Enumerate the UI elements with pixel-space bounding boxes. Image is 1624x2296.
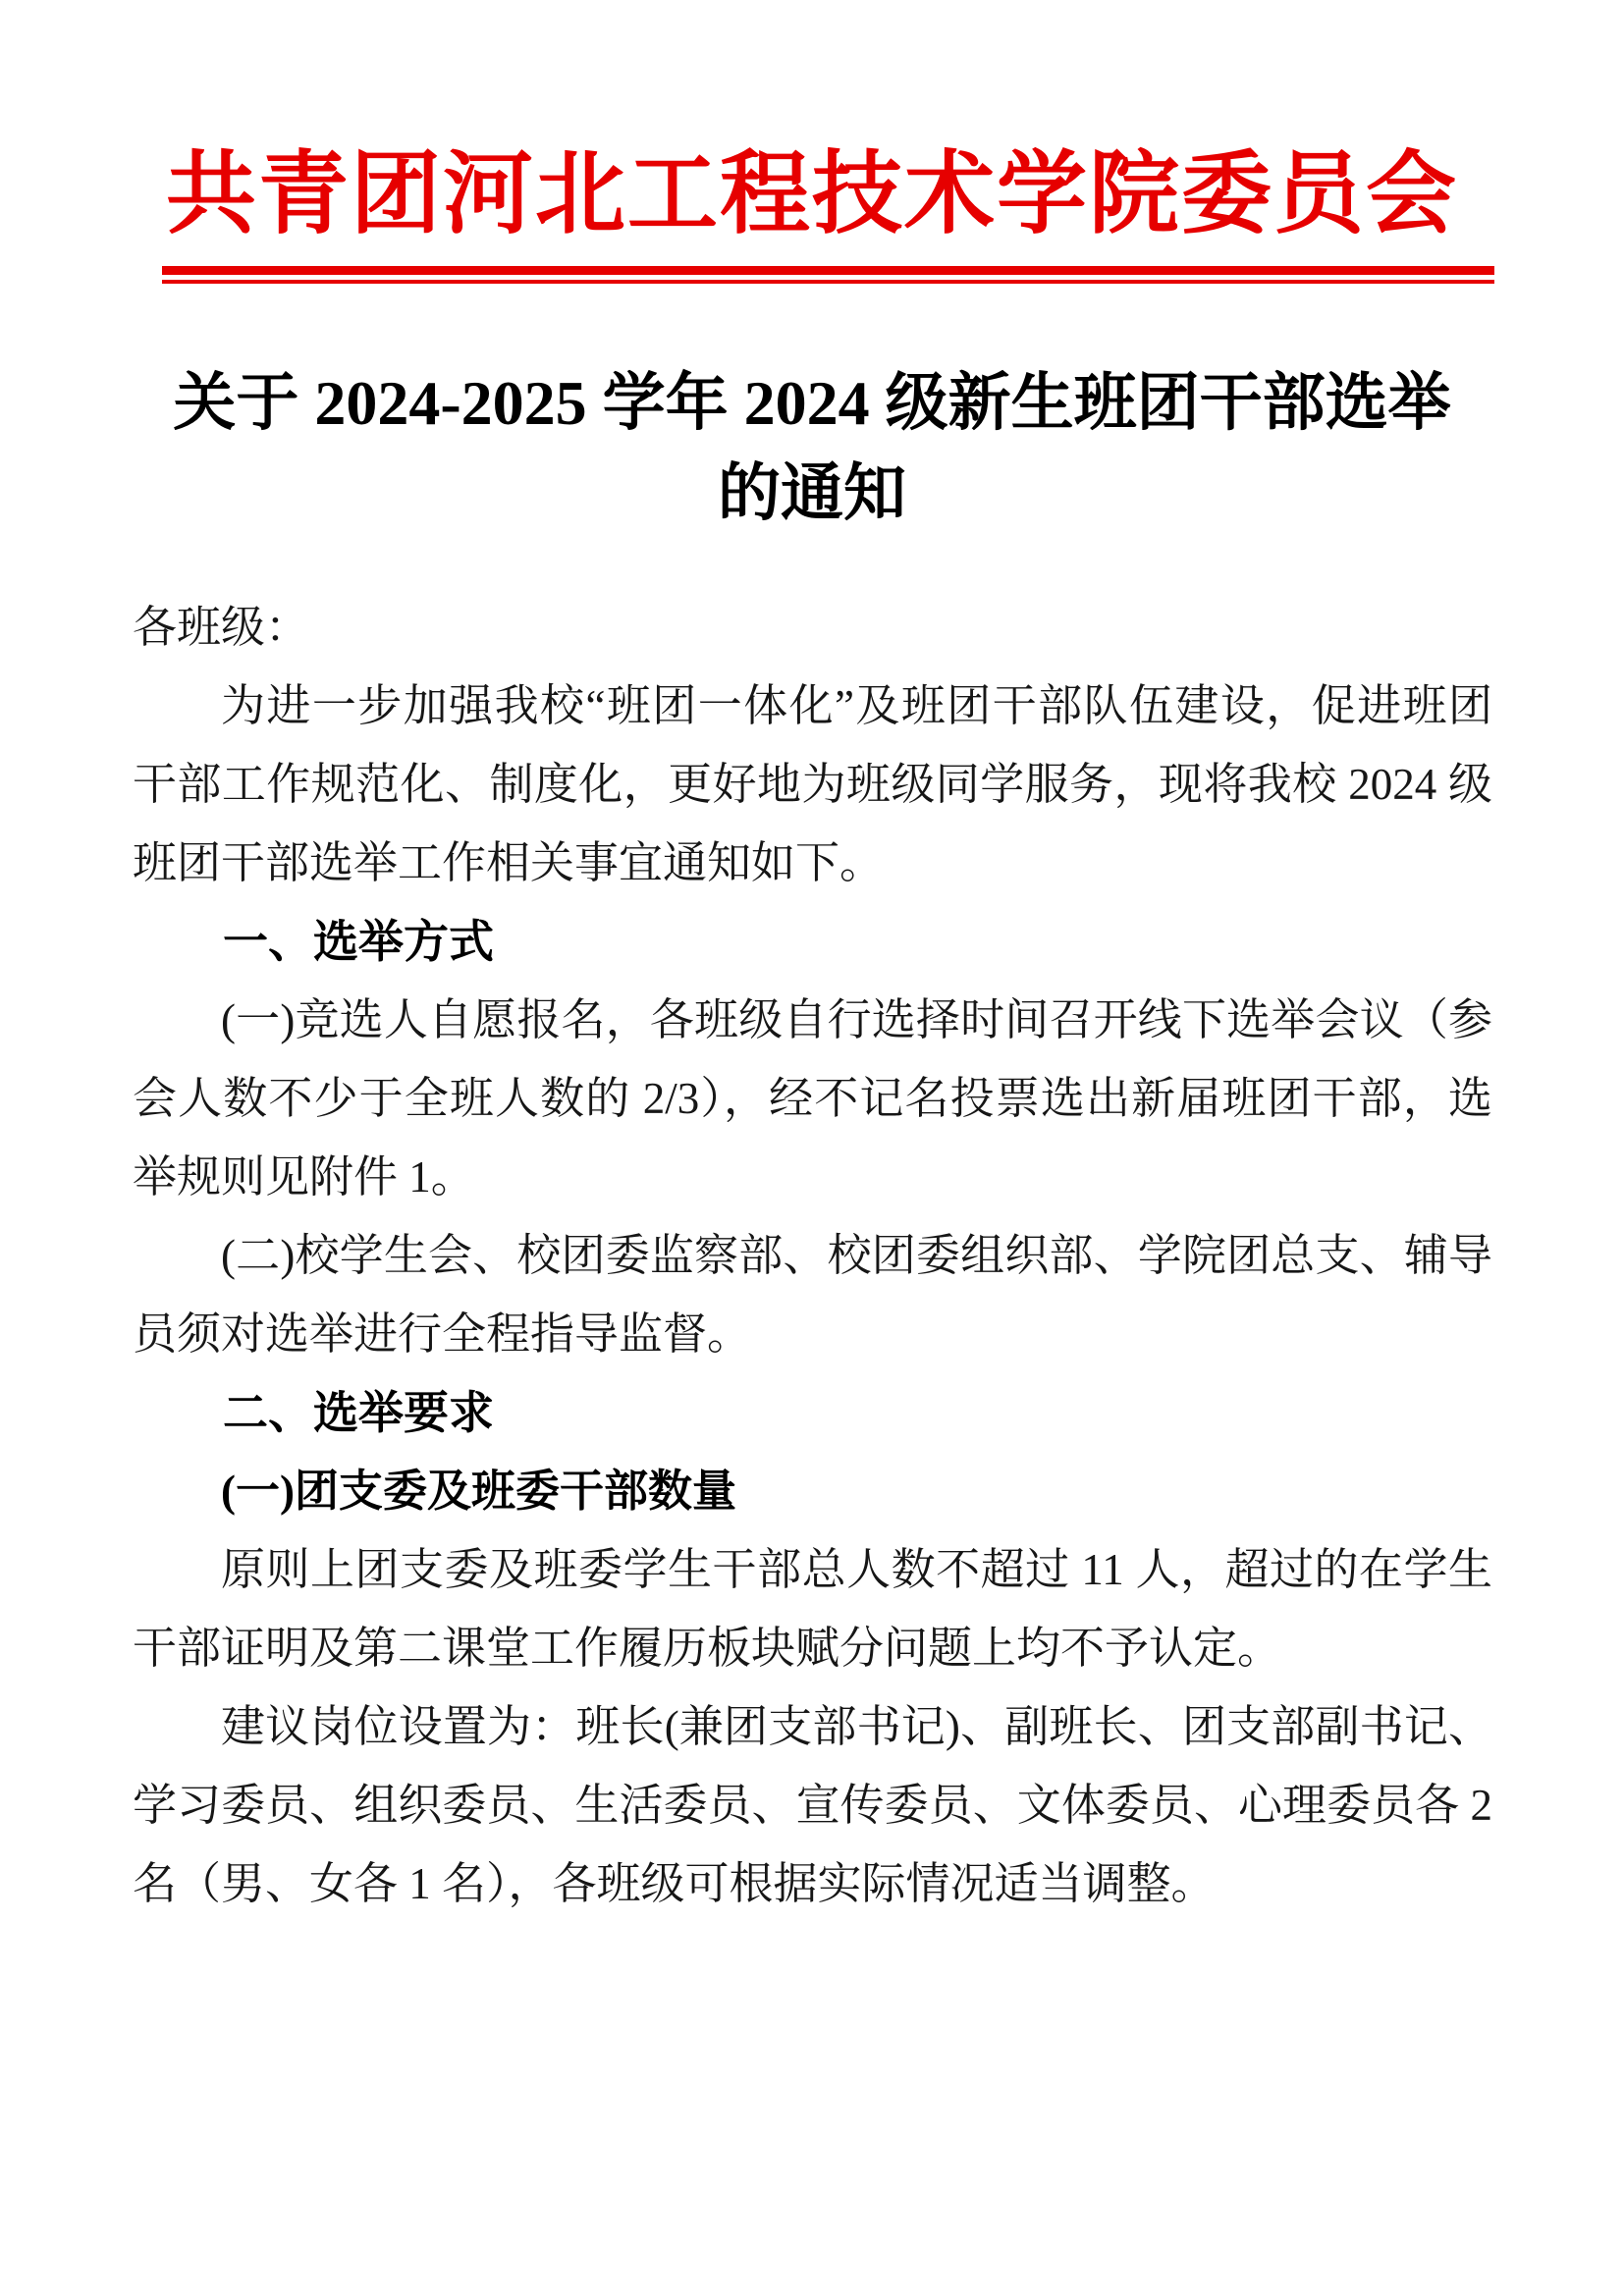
paragraph-suggested-positions: 建议岗位设置为：班长(兼团支部书记)、副班长、团支部副书记、学习委员、组织委员、生活委员、宣传委员、文体委员、心理委员各 2 名（男、女各 1 名），各班级可根据实际情况适当调整。 (133, 1702, 1492, 1909)
section-heading-election-method: 一、选举方式 (223, 916, 494, 968)
document-title-line1: 关于 2024-2025 学年 2024 级新生班团干部选举 (173, 368, 1451, 439)
letterhead-rule-thick (162, 266, 1494, 275)
letterhead (0, 0, 1624, 284)
document-title-line2: 的通知 (718, 458, 906, 529)
letterhead-org-title: 共青团河北工程技术学院委员会 (165, 144, 1458, 244)
document-body (133, 588, 1492, 1923)
paragraph-method-item2: (二)校学生会、校团委监察部、校团委组织部、学院团总支、辅导员须对选举进行全程指导监督。 (133, 1231, 1492, 1360)
paragraph-method-item1: (一)竞选人自愿报名，各班级自行选择时间召开线下选举会议（参会人数不少于全班人数的 2/3），经不记名投票选出新届班团干部，选举规则见附件 1。 (133, 995, 1492, 1202)
sub-heading-cadre-quantity: (一)团支委及班委干部数量 (221, 1467, 736, 1517)
document-title (0, 358, 1624, 539)
letterhead-rules (0, 266, 1624, 284)
paragraph-intro: 为进一步加强我校“班团一体化”及班团干部队伍建设，促进班团干部工作规范化、制度化，更好地为班级同学服务，现将我校 2024 级班团干部选举工作相关事宜通知如下。 (133, 681, 1492, 888)
salutation: 各班级： (133, 603, 310, 653)
section-heading-election-requirements: 二、选举要求 (223, 1387, 494, 1439)
paragraph-quantity-rule: 原则上团支委及班委学生干部总人数不超过 11 人，超过的在学生干部证明及第二课堂工作履历板块赋分问题上均不予认定。 (133, 1545, 1492, 1674)
letterhead-rule-thin (162, 280, 1494, 284)
